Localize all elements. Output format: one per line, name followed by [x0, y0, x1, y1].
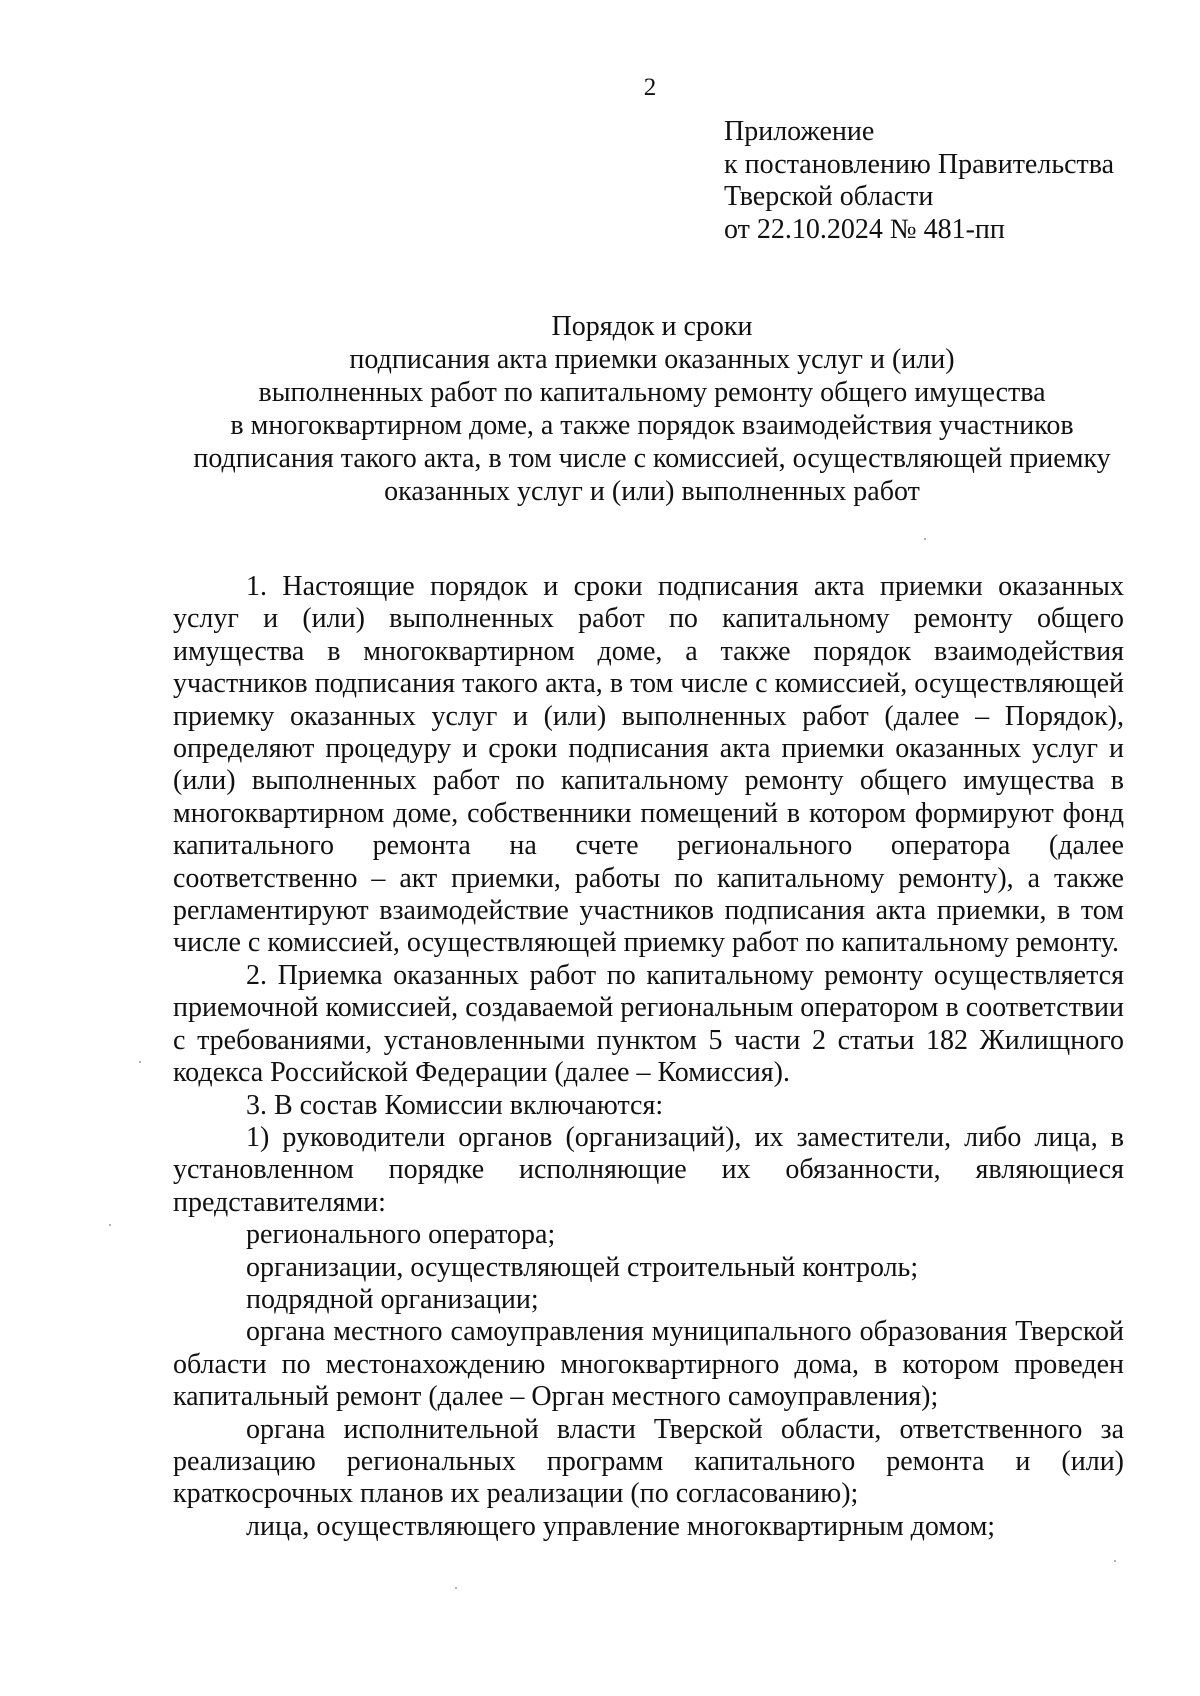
title-line: подписания акта приемки оказанных услуг и (или) [349, 344, 955, 375]
appendix-line: к постановлению Правительства [724, 148, 1115, 180]
title-line: выполненных работ по капитальному ремонту общего имущества [258, 377, 1046, 408]
scan-speck [924, 538, 926, 540]
scan-speck [455, 1587, 457, 1589]
title-line: Порядок и сроки [551, 311, 753, 342]
appendix-line: Тверской области [724, 181, 934, 212]
paragraph-1: 1. Настоящие порядок и сроки подписания акта приемки оказанных услуг и (или) выполненных работ по капитальному ремонту общего имущества в многоквартирном доме, а также порядок взаимодействия участников подписания такого акта, в том числе с комиссией, осуществляющей приемку оказанных услуг и (или) выполненных работ (далее – Порядок), определяют процедуру и сроки подписания акта приемки оказанных услуг и (или) выполненных работ по капитальному ремонту общего имущества в многоквартирном доме, собственники помещений в котором формируют фонд капитального ремонта на счете регионального оператора (далее соответственно – акт приемки, работы по капитальному ремонту), а также регламентируют взаимодействие участников подписания акта приемки, в том числе с комиссией, осуществляющей приемку работ по капитальному ремонту. [173, 571, 1124, 959]
paragraph-3-item-1: 1) руководители органов (организаций), их заместители, либо лица, в установленном порядке исполняющие их обязанности, являющиеся представителями: [173, 1121, 1124, 1218]
scan-speck [1114, 1560, 1116, 1562]
appendix-line: от 22.10.2024 № 481-пп [724, 213, 1005, 245]
title-line: в многоквартирном доме, а также порядок взаимодействия участников [230, 410, 1074, 441]
title-line: подписания такого акта, в том числе с комиссией, осуществляющей приемку [193, 443, 1111, 474]
representative-item: организации, осуществляющей строительный контроль; [246, 1251, 919, 1283]
representative-item: регионального оператора; [246, 1219, 556, 1251]
page-number: 2 [643, 74, 657, 101]
paragraph-2: 2. Приемка оказанных работ по капитальному ремонту осуществляется приемочной комиссией, создаваемой региональным оператором в соответствии с требованиями, установленными пунктом 5 части 2 статьи 182 Жилищного кодекса Российской Федерации (далее – Комиссия). [173, 959, 1124, 1089]
representative-item: подрядной организации; [246, 1283, 539, 1315]
representative-item: органа местного самоуправления муниципального образования Тверской области по местонахождению многоквартирного дома, в котором проведен капитальный ремонт (далее – Орган местного самоуправления); [173, 1316, 1124, 1413]
title-line: оказанных услуг и (или) выполненных работ [384, 476, 920, 507]
representative-item: органа исполнительной власти Тверской области, ответственного за реализацию региональных программ капитального ремонта и (или) краткосрочных планов их реализации (по согласованию); [173, 1413, 1124, 1510]
document-title [170, 310, 1134, 508]
representative-item: лица, осуществляющего управление многоквартирным домом; [246, 1510, 996, 1542]
paragraph-3: 3. В состав Комиссии включаются: [246, 1089, 664, 1121]
document-body [173, 571, 1124, 1543]
scan-speck [139, 1061, 141, 1063]
appendix-block [724, 116, 1114, 246]
scan-speck [109, 1224, 111, 1226]
appendix-line: Приложение [724, 116, 875, 147]
